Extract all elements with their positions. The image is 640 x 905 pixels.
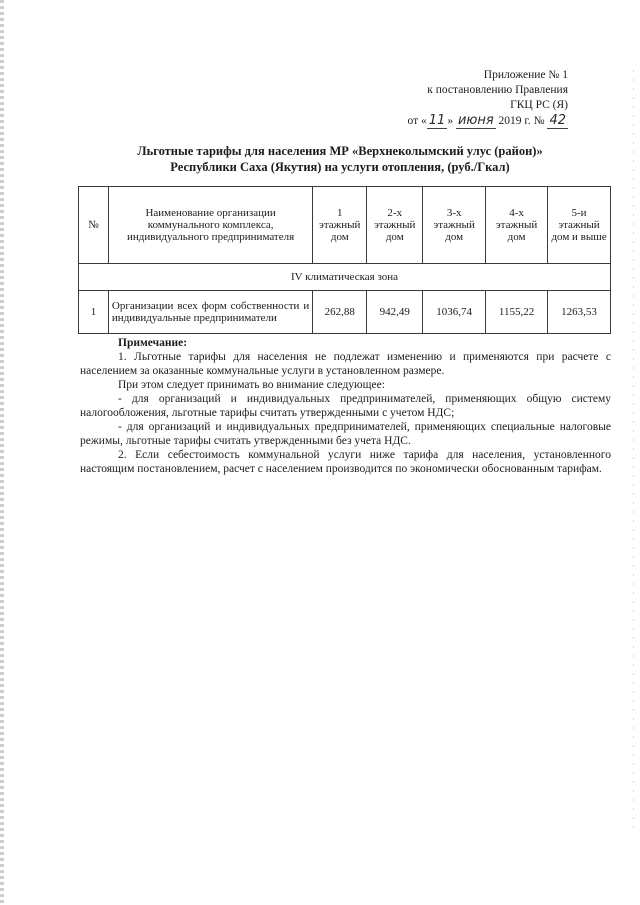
note-paragraph-3: - для организаций и индивидуальных предпринимателей, применяющих общую систему налогообложения, льготные тарифы считать утвержденными с учетом НДС;: [80, 393, 611, 419]
header-number: №: [79, 187, 109, 264]
row-value-1-floor: 262,88: [313, 291, 367, 334]
appendix-header: [368, 68, 568, 129]
appendix-number: Приложение № 1: [483, 69, 568, 81]
header-4-floor: 4-х этажный дом: [486, 187, 548, 264]
row-organization: Организации всех форм собственности и индивидуальные предприниматели: [108, 291, 312, 334]
note-paragraph-1: 1. Льготные тарифы для населения не подлежат изменению и применяются при расчете с населением за оказанные коммунальные услуги в установленном размере.: [80, 351, 611, 377]
climate-zone-label: IV климатическая зона: [79, 264, 611, 291]
notes-heading: Примечание:: [118, 337, 188, 349]
scan-edge-left: [0, 0, 4, 905]
document-title: [120, 143, 560, 175]
header-organization: Наименование организации коммунального комплекса, индивидуального предпринимателя: [108, 187, 312, 264]
header-1-floor: 1 этажный дом: [313, 187, 367, 264]
appendix-date-line: от « 11 » июня 2019 г. № 42: [407, 113, 566, 128]
header-2-floor: 2-х этажный дом: [367, 187, 423, 264]
row-value-3-floor: 1036,74: [423, 291, 486, 334]
header-5-floor: 5-и этажный дом и выше: [548, 187, 611, 264]
title-line-1: Льготные тарифы для населения МР «Верхнеколымский улус (район)»: [137, 144, 543, 158]
table-header-row: [79, 187, 611, 264]
row-value-5-floor: 1263,53: [548, 291, 611, 334]
date-month-handwritten: июня: [457, 113, 494, 128]
notes-section: [80, 336, 611, 476]
date-day-handwritten: 11: [428, 113, 446, 128]
note-paragraph-5: 2. Если себестоимость коммунальной услуги ниже тарифа для населения, установленного настоящим постановлением, расчет с населением производится по экономически обоснованным тарифам.: [80, 449, 611, 475]
decree-number-handwritten: 42: [549, 113, 566, 128]
tariff-table: [78, 186, 611, 334]
note-paragraph-2: При этом следует принимать во внимание следующее:: [118, 379, 385, 391]
table-zone-row: [79, 264, 611, 291]
table-row: [79, 291, 611, 334]
row-value-2-floor: 942,49: [367, 291, 423, 334]
header-3-floor: 3-х этажный дом: [423, 187, 486, 264]
row-value-4-floor: 1155,22: [486, 291, 548, 334]
note-paragraph-4: - для организаций и индивидуальных предпринимателей, применяющих специальные налоговые режимы, льготные тарифы считать утвержденными без учета НДС.: [80, 421, 611, 447]
scan-edge-right: [633, 70, 634, 830]
appendix-authority: ГКЦ РС (Я): [510, 99, 568, 111]
appendix-reference: к постановлению Правления: [427, 84, 568, 96]
title-line-2: Республики Саха (Якутия) на услуги отопления, (руб./Гкал): [170, 160, 510, 174]
row-number: 1: [79, 291, 109, 334]
